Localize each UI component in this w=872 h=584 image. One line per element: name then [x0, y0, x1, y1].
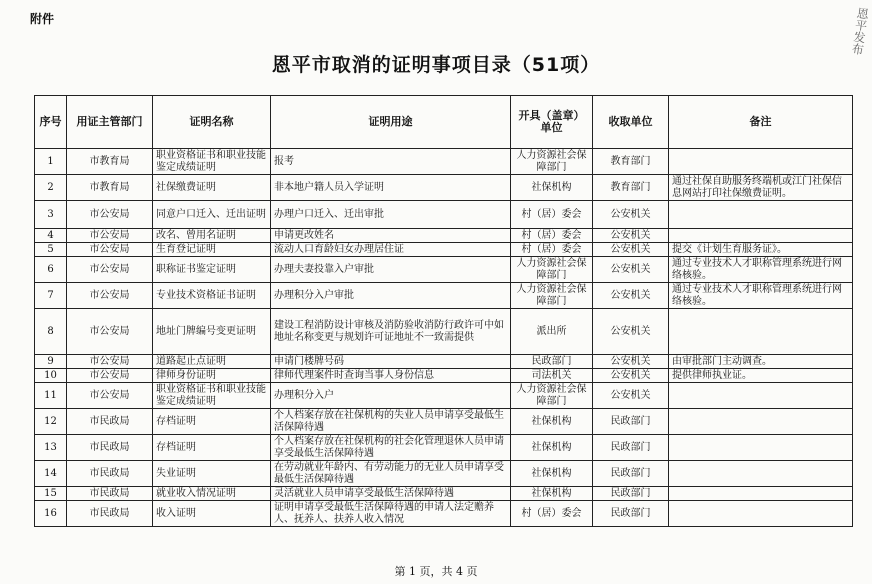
- row-receiver: 公安机关: [593, 383, 669, 409]
- row-note: [669, 409, 853, 435]
- row-note: [669, 435, 853, 461]
- row-dept: 市公安局: [67, 229, 153, 243]
- table-row: [35, 229, 853, 243]
- row-use: 报考: [271, 149, 511, 175]
- row-receiver: 民政部门: [593, 435, 669, 461]
- row-receiver: 民政部门: [593, 487, 669, 501]
- row-receiver: 民政部门: [593, 501, 669, 527]
- header-issuer: 开具（盖章）单位: [511, 96, 593, 149]
- row-use: 在劳动就业年龄内、有劳动能力的无业人员申请享受最低生活保障待遇: [271, 461, 511, 487]
- row-name: 道路起止点证明: [153, 355, 271, 369]
- row-number: 11: [35, 383, 67, 409]
- row-note: 通过专业技术人才职称管理系统进行网络核验。: [669, 283, 853, 309]
- header-no: 序号: [35, 96, 67, 149]
- row-note: 通过社保自助服务终端机或江门社保信息网站打印社保缴费证明。: [669, 175, 853, 201]
- table-row: [35, 201, 853, 229]
- row-receiver: 民政部门: [593, 461, 669, 487]
- row-dept: 市公安局: [67, 201, 153, 229]
- row-name: 改名、曾用名证明: [153, 229, 271, 243]
- table-row: [35, 355, 853, 369]
- row-receiver: 公安机关: [593, 201, 669, 229]
- row-issuer: 人力资源社会保障部门: [511, 283, 593, 309]
- row-issuer: 村（居）委会: [511, 243, 593, 257]
- row-dept: 市民政局: [67, 435, 153, 461]
- row-issuer: 社保机构: [511, 175, 593, 201]
- row-number: 9: [35, 355, 67, 369]
- row-note: [669, 383, 853, 409]
- attachment-label: 附件: [30, 12, 55, 26]
- header-receiver: 收取单位: [593, 96, 669, 149]
- row-name: 专业技术资格证书证明: [153, 283, 271, 309]
- row-use: 非本地户籍人员入学证明: [271, 175, 511, 201]
- table-row: [35, 461, 853, 487]
- watermark: 恩平发布: [849, 6, 871, 56]
- row-name: 职称证书鉴定证明: [153, 257, 271, 283]
- row-issuer: 派出所: [511, 309, 593, 355]
- row-name: 就业收入情况证明: [153, 487, 271, 501]
- row-dept: 市教育局: [67, 175, 153, 201]
- row-dept: 市民政局: [67, 409, 153, 435]
- row-issuer: 人力资源社会保障部门: [511, 383, 593, 409]
- row-use: 建设工程消防设计审核及消防验收消防行政许可中如地址名称变更与规划许可证地址不一致需提供: [271, 309, 511, 355]
- row-use: 律师代理案件时查询当事人身份信息: [271, 369, 511, 383]
- row-issuer: 民政部门: [511, 355, 593, 369]
- row-issuer: 村（居）委会: [511, 229, 593, 243]
- table-row: [35, 409, 853, 435]
- row-name: 职业资格证书和职业技能鉴定成绩证明: [153, 149, 271, 175]
- row-name: 社保缴费证明: [153, 175, 271, 201]
- row-name: 同意户口迁入、迁出证明: [153, 201, 271, 229]
- row-receiver: 公安机关: [593, 309, 669, 355]
- row-use: 流动人口育龄妇女办理居住证: [271, 243, 511, 257]
- row-issuer: 社保机构: [511, 435, 593, 461]
- row-name: 存档证明: [153, 435, 271, 461]
- row-use: 个人档案存放在社保机构的社会化管理退休人员申请享受最低生活保障待遇: [271, 435, 511, 461]
- row-receiver: 教育部门: [593, 175, 669, 201]
- table-row: [35, 175, 853, 201]
- row-name: 生育登记证明: [153, 243, 271, 257]
- row-dept: 市民政局: [67, 487, 153, 501]
- row-note: [669, 201, 853, 229]
- row-number: 3: [35, 201, 67, 229]
- row-use: 办理户口迁入、迁出审批: [271, 201, 511, 229]
- row-use: 灵活就业人员申请享受最低生活保障待遇: [271, 487, 511, 501]
- table-row: [35, 369, 853, 383]
- row-note: [669, 149, 853, 175]
- row-number: 5: [35, 243, 67, 257]
- header-use: 证明用途: [271, 96, 511, 149]
- row-use: 办理积分入户审批: [271, 283, 511, 309]
- row-note: 提交《计划生育服务证》。: [669, 243, 853, 257]
- row-dept: 市公安局: [67, 355, 153, 369]
- row-note: 由审批部门主动调查。: [669, 355, 853, 369]
- row-issuer: 村（居）委会: [511, 501, 593, 527]
- row-issuer: 社保机构: [511, 461, 593, 487]
- certificate-table: [34, 95, 853, 527]
- row-note: [669, 487, 853, 501]
- row-receiver: 公安机关: [593, 369, 669, 383]
- row-dept: 市民政局: [67, 461, 153, 487]
- row-note: [669, 229, 853, 243]
- table-row: [35, 487, 853, 501]
- row-number: 2: [35, 175, 67, 201]
- row-number: 14: [35, 461, 67, 487]
- row-dept: 市教育局: [67, 149, 153, 175]
- row-number: 13: [35, 435, 67, 461]
- row-note: [669, 309, 853, 355]
- header-name: 证明名称: [153, 96, 271, 149]
- row-dept: 市公安局: [67, 257, 153, 283]
- row-number: 15: [35, 487, 67, 501]
- table-row: [35, 435, 853, 461]
- row-use: 办理积分入户: [271, 383, 511, 409]
- row-number: 4: [35, 229, 67, 243]
- row-dept: 市公安局: [67, 243, 153, 257]
- row-number: 1: [35, 149, 67, 175]
- row-number: 7: [35, 283, 67, 309]
- row-issuer: 司法机关: [511, 369, 593, 383]
- table-row: [35, 309, 853, 355]
- row-name: 职业资格证书和职业技能鉴定成绩证明: [153, 383, 271, 409]
- table-row: [35, 501, 853, 527]
- row-issuer: 社保机构: [511, 409, 593, 435]
- row-use: 申请门楼牌号码: [271, 355, 511, 369]
- header-dept: 用证主管部门: [67, 96, 153, 149]
- row-name: 地址门牌编号变更证明: [153, 309, 271, 355]
- row-issuer: 人力资源社会保障部门: [511, 149, 593, 175]
- row-dept: 市民政局: [67, 501, 153, 527]
- row-number: 6: [35, 257, 67, 283]
- row-issuer: 人力资源社会保障部门: [511, 257, 593, 283]
- row-dept: 市公安局: [67, 309, 153, 355]
- row-number: 10: [35, 369, 67, 383]
- row-note: [669, 501, 853, 527]
- row-use: 办理夫妻投靠入户审批: [271, 257, 511, 283]
- row-issuer: 社保机构: [511, 487, 593, 501]
- row-name: 律师身份证明: [153, 369, 271, 383]
- row-note: 通过专业技术人才职称管理系统进行网络核验。: [669, 257, 853, 283]
- row-receiver: 教育部门: [593, 149, 669, 175]
- row-number: 8: [35, 309, 67, 355]
- document-title: 恩平市取消的证明事项目录（51项）: [271, 54, 601, 76]
- row-receiver: 公安机关: [593, 355, 669, 369]
- table-row: [35, 149, 853, 175]
- row-name: 失业证明: [153, 461, 271, 487]
- row-dept: 市公安局: [67, 369, 153, 383]
- table-header-row: [35, 96, 853, 149]
- row-number: 12: [35, 409, 67, 435]
- row-receiver: 公安机关: [593, 243, 669, 257]
- row-use: 证明申请享受最低生活保障待遇的申请人法定赡养人、抚养人、扶养人收入情况: [271, 501, 511, 527]
- row-use: 申请更改姓名: [271, 229, 511, 243]
- page-footer: 第 1 页，共 4 页: [394, 565, 478, 578]
- row-receiver: 公安机关: [593, 229, 669, 243]
- row-receiver: 公安机关: [593, 283, 669, 309]
- row-dept: 市公安局: [67, 383, 153, 409]
- row-dept: 市公安局: [67, 283, 153, 309]
- row-receiver: 民政部门: [593, 409, 669, 435]
- row-issuer: 村（居）委会: [511, 201, 593, 229]
- table-row: [35, 257, 853, 283]
- header-note: 备注: [669, 96, 853, 149]
- table-row: [35, 383, 853, 409]
- row-note: [669, 461, 853, 487]
- table-row: [35, 283, 853, 309]
- row-number: 16: [35, 501, 67, 527]
- row-use: 个人档案存放在社保机构的失业人员申请享受最低生活保障待遇: [271, 409, 511, 435]
- table-row: [35, 243, 853, 257]
- row-receiver: 公安机关: [593, 257, 669, 283]
- row-name: 收入证明: [153, 501, 271, 527]
- row-name: 存档证明: [153, 409, 271, 435]
- row-note: 提供律师执业证。: [669, 369, 853, 383]
